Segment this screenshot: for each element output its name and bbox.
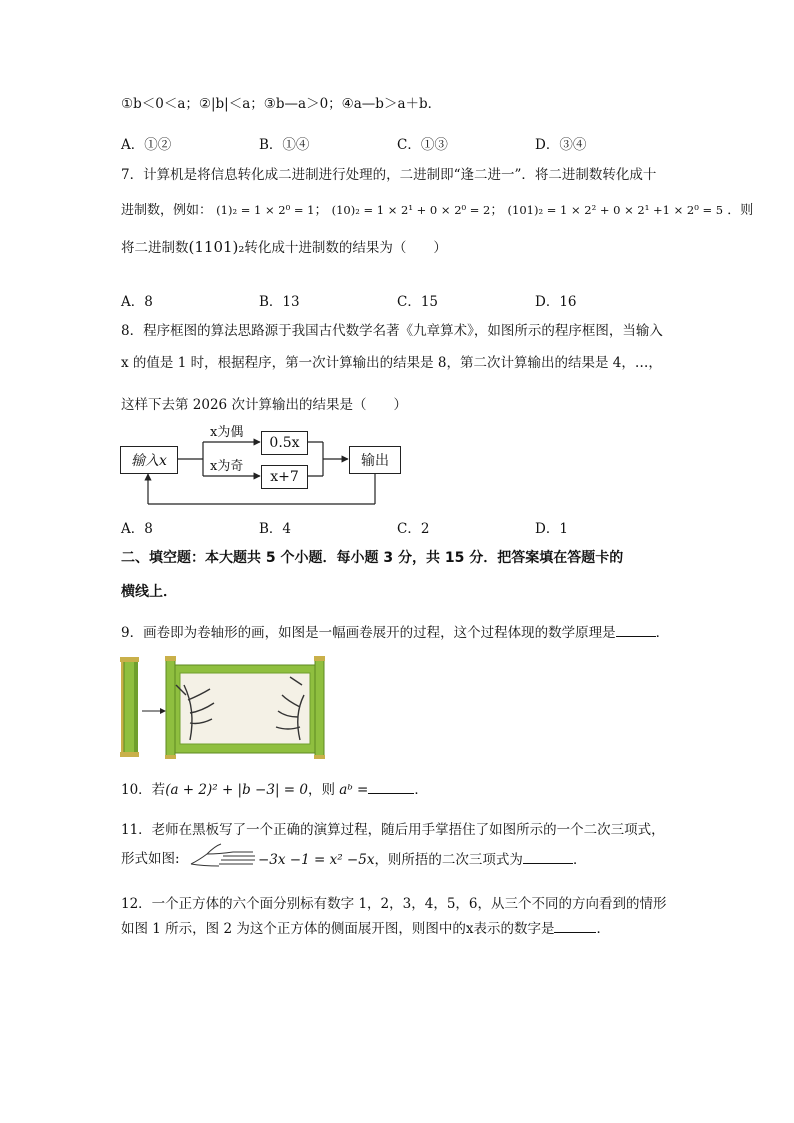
q8-line1: 8．程序框图的算法思路源于我国古代数学名著《九章算术》，如图所示的程序框图，当输入: [121, 323, 663, 339]
q7-line1: 7．计算机是将信息转化成二进制进行处理的，二进制即“逢二进一”．将二进制数转化成十: [121, 167, 657, 183]
q7-example-2: (10)₂ = 1 × 2¹ + 0 × 2⁰ = 2: [331, 203, 491, 217]
q11-line2-rest: [258, 851, 586, 868]
q6-option-a: A．①②: [121, 137, 172, 153]
q11-line2-prefix: 形式如图:: [121, 851, 180, 867]
scroll-painting-image: [118, 655, 328, 759]
q10-target: aᵇ =: [339, 782, 369, 798]
section2-heading-line1: 二、填空题：本大题共 5 个小题．每小题 3 分，共 15 分．把答案填在答题卡的: [121, 550, 624, 566]
q7-option-a: A．8: [121, 294, 153, 310]
q7-line2-prefix: 进制数，例如：: [121, 203, 213, 218]
q8-line3: 这样下去第 2026 次计算输出的结果是（ ）: [121, 397, 407, 413]
q9-answer-blank[interactable]: [616, 624, 656, 637]
q11-line2: [121, 851, 180, 867]
q7-line3-prefix: 将二进制数: [121, 240, 189, 256]
q7-line2-suffix: ．则: [727, 203, 754, 218]
q12-end: ．: [596, 921, 610, 937]
q11-line2-suffix: ，则所捂的二次三项式为: [374, 852, 523, 868]
q7-binary-number: (1101)₂: [188, 238, 245, 256]
q9-end: ．: [655, 625, 670, 641]
q6-option-c: C．①③: [397, 137, 448, 153]
q8-option-c: C．2: [397, 521, 430, 537]
flow-half-box: 0.5x: [261, 431, 308, 455]
flow-even-label: x为偶: [210, 425, 244, 440]
q7-option-b: B．13: [259, 294, 300, 310]
q7-line3-suffix: 转化成十进制数的结果为（ ）: [244, 240, 447, 256]
flow-input-box: 输入x: [120, 446, 178, 474]
q7-option-c: C．15: [397, 294, 439, 310]
scroll-illustration: [118, 655, 328, 759]
q9-text: [121, 624, 669, 641]
q11-answer-blank[interactable]: [523, 851, 573, 864]
q6-statements: ①b＜0＜a；②|b|＜a；③b—a＞0；④a—b＞a＋b．: [121, 96, 442, 112]
q6-option-b: B．①④: [259, 137, 310, 153]
q7-example-1: (1)₂ = 1 × 2⁰ = 1: [216, 203, 315, 217]
q10-end: ．: [414, 782, 428, 798]
q7-line2: 进制数，例如： (1)₂ = 1 × 2⁰ = 1； (10)₂ = 1 × 2¹ + 0 × 2⁰ = 2； (101)₂ = 1 × 2² + 0 × 2¹ +1 × 2⁰ = 5 ．则: [121, 203, 754, 218]
hand-icon: [189, 842, 257, 868]
q11-line1: 11．老师在黑板写了一个正确的演算过程，随后用手掌捂住了如图所示的一个二次三项式，: [121, 822, 665, 838]
q8-option-a: A．8: [121, 521, 153, 537]
flow-plus7-box: x+7: [261, 465, 308, 489]
q12-line2-text: 如图 1 所示，图 2 为这个正方体的侧面展开图，则图中的x表示的数字是: [121, 921, 555, 937]
q10-prefix: 10．若: [121, 782, 166, 798]
flow-output-box: 输出: [349, 446, 401, 474]
q11-end: ．: [572, 852, 587, 868]
q8-option-b: B．4: [259, 521, 292, 537]
q7-option-d: D．16: [535, 294, 577, 310]
q8-option-d: D．1: [535, 521, 568, 537]
q8-flowchart: [118, 424, 408, 508]
q10-mid: ，则: [307, 782, 335, 798]
q10-answer-blank[interactable]: [368, 781, 414, 794]
q10-expression: (a + 2)² + |b −3| = 0: [165, 782, 308, 798]
q8-line2: x 的值是 1 时，根据程序，第一次计算输出的结果是 8，第二次计算输出的结果是 4，…，: [121, 355, 662, 371]
q7-line3: [121, 238, 447, 256]
flow-odd-label: x为奇: [210, 459, 244, 474]
q10-text: [121, 781, 428, 798]
q12-answer-blank[interactable]: [554, 920, 596, 933]
q11-expression: −3x −1 = x² −5x: [258, 852, 375, 868]
section2-heading-line2: 横线上．: [121, 584, 177, 600]
q9-question: 9．画卷即为卷轴形的画，如图是一幅画卷展开的过程，这个过程体现的数学原理是: [121, 625, 616, 641]
q6-option-d: D．③④: [535, 137, 587, 153]
q12-line1: 12．一个正方体的六个面分别标有数字 1，2，3，4，5，6，从三个不同的方向看到的情形: [121, 896, 667, 912]
q7-example-3: (101)₂ = 1 × 2² + 0 × 2¹ +1 × 2⁰ = 5: [507, 203, 724, 217]
q12-line2: [121, 920, 610, 937]
